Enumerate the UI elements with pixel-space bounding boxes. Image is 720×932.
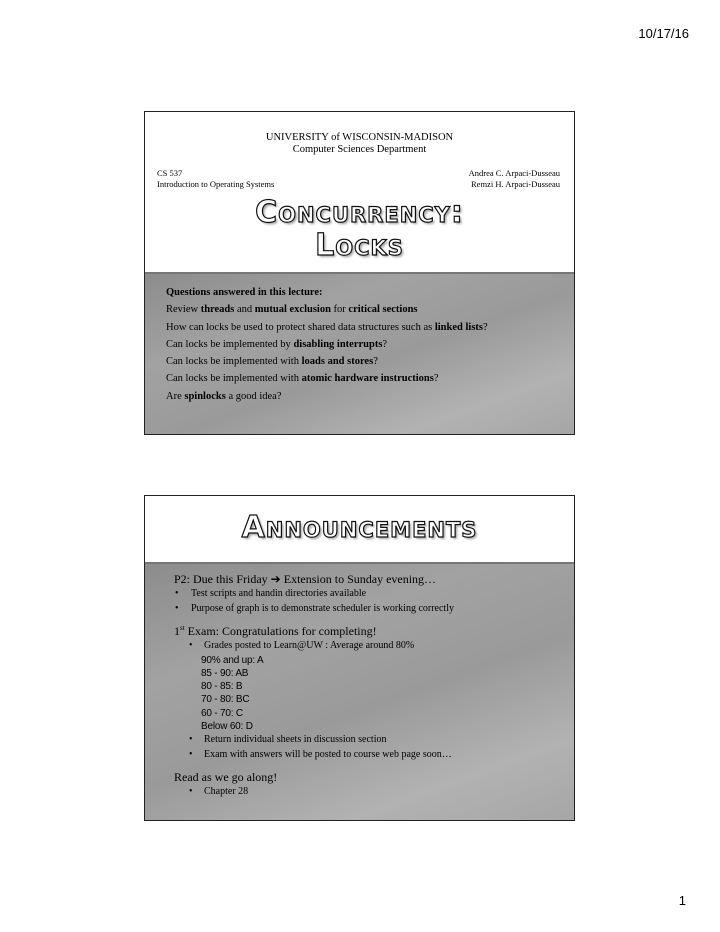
slide-announcements (144, 495, 575, 821)
question-item: Can locks be implemented by disabling interrupts? (166, 338, 388, 350)
question-item: Can locks be implemented with atomic hardware instructions? (166, 373, 439, 385)
question-item: Are spinlocks a good idea? (166, 390, 282, 402)
grade-scale-item: 70 - 80: BC (201, 694, 250, 706)
instructor-info (469, 168, 560, 190)
slide-title-area (145, 112, 574, 272)
exam-heading: 1st Exam: Congratulations for completing! (174, 624, 377, 638)
grade-scale-item: 85 - 90: AB (201, 667, 249, 679)
reading-heading: Read as we go along! (174, 770, 278, 785)
list-item: • Chapter 28 (174, 785, 564, 800)
list-item: • Return individual sheets in discussion section (174, 733, 564, 748)
slide-title (145, 196, 574, 262)
course-code: CS 537 (157, 168, 183, 178)
questions-list (166, 284, 564, 405)
list-item: • Test scripts and handin directories available (174, 587, 564, 602)
slide-concurrency-locks (144, 111, 575, 435)
page-date: 10/17/16 (638, 26, 689, 41)
grade-scale-item: Below 60: D (201, 720, 253, 732)
course-info (157, 168, 274, 190)
university-header (145, 132, 574, 156)
slide-content-area (145, 272, 574, 434)
question-item: Can locks be implemented with loads and stores? (166, 356, 378, 368)
grade-scale-item: 60 - 70: C (201, 707, 243, 719)
grade-scale-item: 90% and up: A (201, 654, 264, 666)
announcements-list (174, 570, 564, 800)
p2-heading: P2: Due this Friday ➔ Extension to Sunday evening… (174, 572, 437, 586)
course-name: Introduction to Operating Systems (157, 179, 275, 189)
list-item: • Exam with answers will be posted to course web page soon… (174, 748, 564, 763)
grade-scale-item: 80 - 85: B (201, 681, 243, 693)
page-number: 1 (678, 893, 686, 908)
university-name: UNIVERSITY of WISCONSIN-MADISON (265, 132, 454, 143)
title-line-1: Concurrency: (255, 195, 464, 230)
arrow-right-icon: ➔ (270, 572, 281, 586)
questions-heading: Questions answered in this lecture: (166, 287, 323, 298)
instructor-2: Remzi H. Arpaci-Dusseau (471, 179, 560, 189)
slide-title: Announcements (241, 510, 478, 545)
title-line-2: Locks (315, 228, 404, 263)
list-item: • Purpose of graph is to demonstrate scheduler is working correctly (174, 602, 564, 617)
question-item: How can locks be used to protect shared data structures such as linked lists? (166, 321, 488, 333)
list-item: • Grades posted to Learn@UW : Average around 80% (174, 639, 564, 654)
instructor-1: Andrea C. Arpaci-Dusseau (468, 168, 560, 178)
slide-title-area (145, 496, 574, 562)
department-name: Computer Sciences Department (292, 144, 427, 155)
slide-content-area (145, 562, 574, 820)
question-item: Review threads and mutual exclusion for critical sections (166, 304, 418, 316)
